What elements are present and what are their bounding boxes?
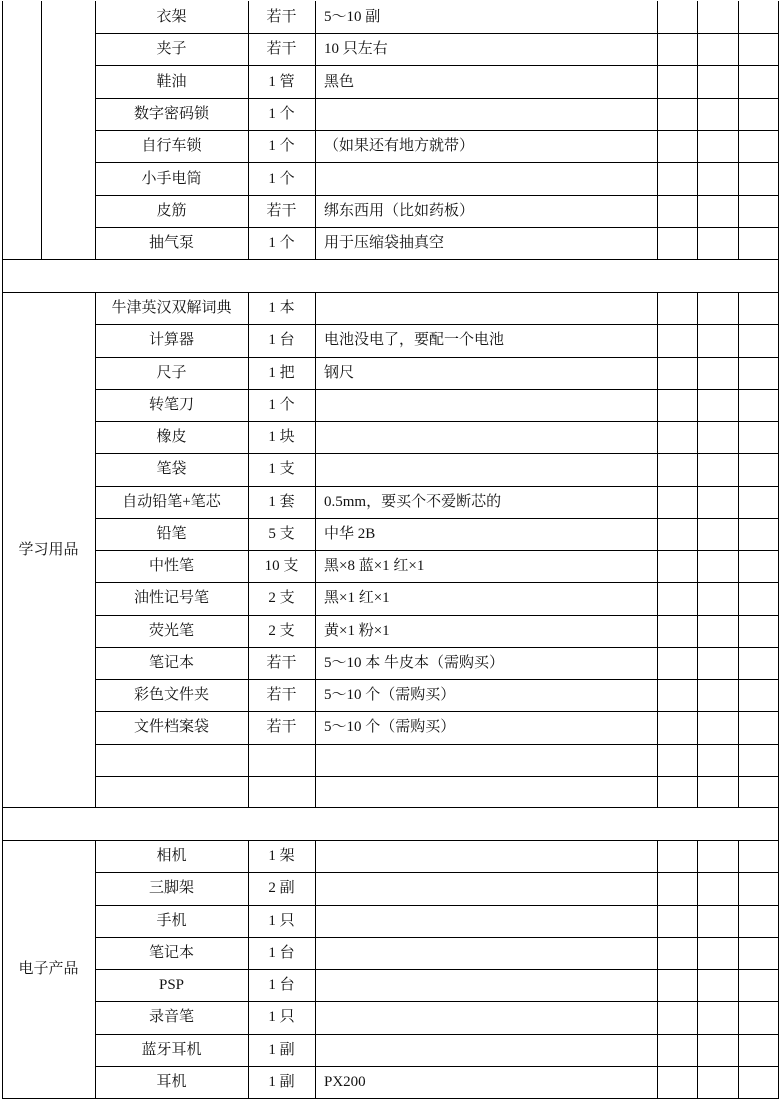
item-quantity: 1 副	[268, 1041, 295, 1058]
item-note: 黑×1 红×1	[324, 590, 390, 607]
column-rule	[95, 840, 96, 1099]
item-quantity: 1 本	[268, 300, 295, 317]
item-name: 笔记本	[148, 654, 195, 671]
item-name: 鞋油	[156, 73, 187, 90]
row-rule	[95, 421, 779, 422]
row-rule	[95, 33, 779, 34]
item-name: PSP	[158, 977, 185, 994]
column-rule	[41, 1, 42, 260]
row-rule	[95, 324, 779, 325]
item-quantity: 2 支	[268, 622, 295, 639]
item-name: 转笔刀	[148, 396, 195, 413]
item-name: 文件档案袋	[133, 719, 210, 736]
column-rule	[315, 840, 316, 1099]
item-quantity: 1 台	[268, 977, 295, 994]
row-rule	[95, 1066, 779, 1067]
row-rule	[95, 711, 779, 712]
item-name: 夹子	[156, 41, 187, 57]
item-quantity: 10 支	[264, 558, 299, 575]
item-note: 5～10 个（需购买）	[324, 719, 456, 736]
item-note: 黄×1 粉×1	[324, 622, 390, 639]
item-quantity: 1 个	[268, 138, 295, 154]
item-name: 自动铅笔+笔芯	[122, 493, 221, 510]
row-rule	[2, 292, 779, 293]
item-note: 钢尺	[324, 364, 355, 381]
item-name: 蓝牙耳机	[141, 1041, 202, 1058]
item-quantity: 2 支	[268, 590, 295, 607]
item-name: 牛津英汉双解词典	[111, 300, 232, 317]
row-rule	[95, 130, 779, 131]
item-quantity: 若干	[266, 41, 297, 57]
item-quantity: 1 个	[268, 170, 295, 187]
item-name: 铅笔	[156, 525, 187, 542]
item-quantity: 若干	[266, 9, 297, 25]
column-rule	[738, 840, 739, 1099]
row-rule	[95, 905, 779, 906]
item-quantity: 1 把	[268, 364, 295, 381]
row-rule	[95, 969, 779, 970]
column-rule	[697, 840, 698, 1099]
row-rule	[95, 647, 779, 648]
column-rule	[248, 1, 249, 260]
table-border	[2, 1098, 779, 1099]
column-rule	[657, 1, 658, 260]
item-name: 自行车锁	[141, 138, 202, 154]
item-name: 计算器	[148, 332, 195, 349]
table-border	[778, 1, 779, 1099]
item-name: 抽气泵	[148, 235, 195, 251]
row-rule	[95, 453, 779, 454]
row-rule	[95, 872, 779, 873]
column-rule	[95, 1, 96, 260]
row-rule	[2, 840, 779, 841]
item-quantity: 1 套	[268, 493, 295, 510]
item-note: 黑色	[324, 73, 355, 90]
row-rule	[95, 162, 779, 163]
item-quantity: 1 副	[268, 1073, 295, 1090]
item-name: 笔记本	[148, 944, 195, 961]
item-note: 0.5mm，要买个不爱断芯的	[324, 493, 502, 510]
row-rule	[95, 744, 779, 745]
item-name: 手机	[156, 912, 187, 929]
column-rule	[697, 1, 698, 260]
item-quantity: 1 管	[268, 73, 295, 90]
item-note: 5～10 副	[324, 9, 381, 25]
item-quantity: 1 台	[268, 944, 295, 961]
item-name: 油性记号笔	[133, 590, 210, 607]
item-note: 电池没电了，要配一个电池	[324, 332, 505, 349]
item-quantity: 1 个	[268, 235, 295, 251]
item-quantity: 若干	[266, 687, 297, 704]
row-rule	[95, 389, 779, 390]
row-rule	[95, 582, 779, 583]
item-name: 橡皮	[156, 429, 187, 446]
item-name: 三脚架	[148, 880, 195, 897]
item-name: 皮筋	[156, 203, 187, 219]
item-name: 尺子	[156, 364, 187, 381]
column-rule	[657, 840, 658, 1099]
row-rule	[2, 807, 779, 808]
row-rule	[95, 1034, 779, 1035]
row-rule	[95, 550, 779, 551]
row-rule	[95, 937, 779, 938]
item-name: 笔袋	[156, 461, 187, 478]
column-rule	[738, 1, 739, 260]
item-quantity: 2 副	[268, 880, 295, 897]
row-rule	[95, 518, 779, 519]
column-rule	[248, 840, 249, 1099]
item-name: 小手电筒	[141, 170, 202, 187]
row-rule	[95, 98, 779, 99]
row-rule	[95, 227, 779, 228]
item-quantity: 若干	[266, 654, 297, 671]
item-name: 相机	[156, 848, 187, 865]
item-note: PX200	[324, 1073, 366, 1090]
row-rule	[95, 1001, 779, 1002]
item-quantity: 若干	[266, 203, 297, 219]
table-border	[2, 1, 3, 1099]
row-rule	[95, 776, 779, 777]
category-label: 学习用品	[18, 541, 79, 558]
item-quantity: 1 个	[268, 106, 295, 122]
item-quantity: 5 支	[268, 525, 295, 542]
row-rule	[2, 259, 779, 260]
item-quantity: 若干	[266, 719, 297, 736]
item-quantity: 1 只	[268, 912, 295, 929]
item-note: 5～10 本 牛皮本（需购买）	[324, 654, 505, 671]
item-quantity: 1 块	[268, 429, 295, 446]
row-rule	[95, 679, 779, 680]
item-note: 绑东西用（比如药板）	[324, 203, 475, 219]
item-name: 彩色文件夹	[133, 687, 210, 704]
column-rule	[315, 1, 316, 260]
item-note: 5～10 个（需购买）	[324, 687, 456, 704]
item-name: 荧光笔	[148, 622, 195, 639]
item-note: （如果还有地方就带）	[324, 138, 475, 154]
item-name: 中性笔	[148, 558, 195, 575]
item-note: 中华 2B	[324, 525, 376, 542]
item-note: 10 只左右	[324, 41, 388, 57]
item-note: 黑×8 蓝×1 红×1	[324, 558, 425, 575]
row-rule	[95, 195, 779, 196]
item-quantity: 1 台	[268, 332, 295, 349]
item-quantity: 1 支	[268, 461, 295, 478]
item-name: 耳机	[156, 1073, 187, 1090]
item-quantity: 1 只	[268, 1009, 295, 1026]
item-name: 录音笔	[148, 1009, 195, 1026]
category-label: 电子产品	[18, 961, 79, 977]
row-rule	[95, 65, 779, 66]
item-quantity: 1 个	[268, 396, 295, 413]
item-name: 衣架	[156, 9, 187, 25]
row-rule	[95, 486, 779, 487]
item-name: 数字密码锁	[133, 106, 210, 122]
row-rule	[95, 615, 779, 616]
item-quantity: 1 架	[268, 848, 295, 865]
item-note: 用于压缩袋抽真空	[324, 235, 445, 251]
row-rule	[95, 357, 779, 358]
